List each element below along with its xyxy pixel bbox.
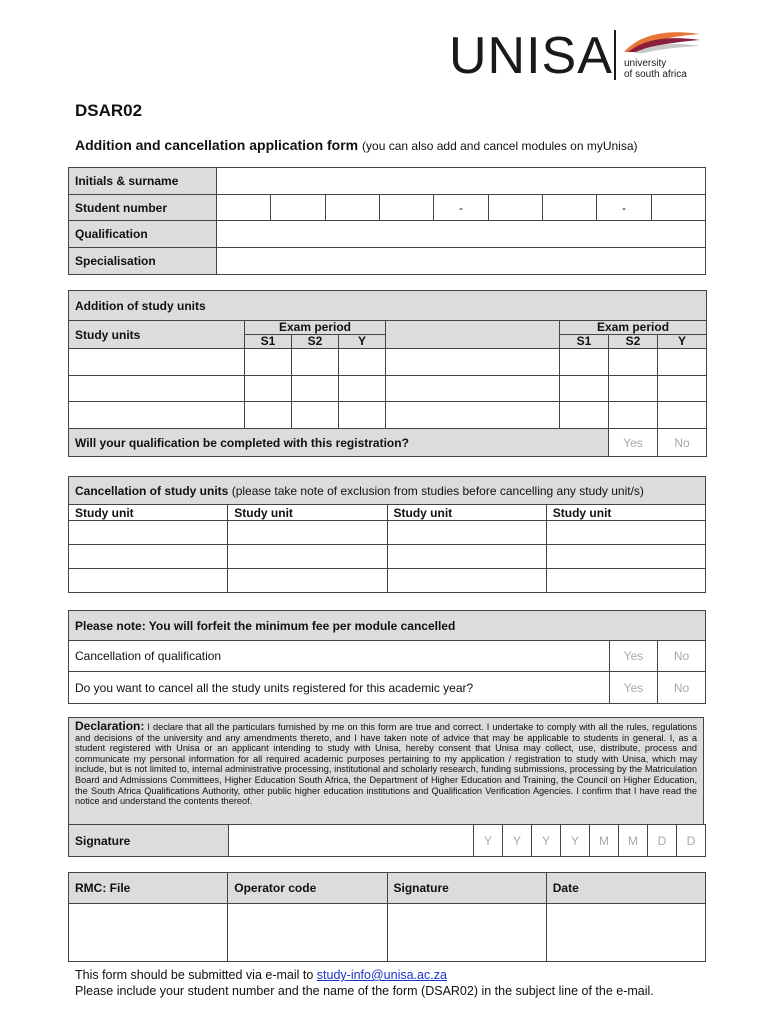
qualification-label: Qualification <box>69 221 217 248</box>
logo-sub-line1: university <box>624 58 667 69</box>
cancel-all-units-yes[interactable]: Yes <box>609 672 657 704</box>
qualification-field[interactable] <box>217 221 706 248</box>
addition-s1-cell[interactable] <box>245 402 292 429</box>
cancel-unit-cell[interactable] <box>387 521 546 545</box>
signature-field[interactable] <box>229 825 474 857</box>
specialisation-label: Specialisation <box>69 248 217 275</box>
exam-period-header-left <box>245 321 386 349</box>
s2-head: S2 <box>292 334 339 348</box>
rmc-file-field[interactable] <box>69 904 228 962</box>
initials-label: Initials & surname <box>69 168 217 195</box>
qualification-completed-no[interactable]: No <box>658 429 707 457</box>
cancel-col-header: Study unit <box>228 505 387 521</box>
logo-sub-line2: of south africa <box>624 69 687 80</box>
signature-label: Signature <box>69 825 229 857</box>
cancel-all-units-question: Do you want to cancel all the study units registered for this academic year? <box>69 672 610 704</box>
office-signature-field[interactable] <box>387 904 546 962</box>
office-signature-label: Signature <box>387 873 546 904</box>
form-title-sub: (you can also add and cancel modules on myUnisa) <box>362 139 638 153</box>
cancel-unit-cell[interactable] <box>546 521 705 545</box>
cancel-col-header: Study unit <box>546 505 705 521</box>
logo-subtitle <box>624 58 687 80</box>
student-number-digit[interactable] <box>271 195 325 221</box>
student-number-digit[interactable] <box>325 195 379 221</box>
cancel-col-header: Study unit <box>69 505 228 521</box>
unisa-flame-icon <box>622 28 702 54</box>
cancel-unit-cell[interactable] <box>228 569 387 593</box>
cancel-unit-cell[interactable] <box>387 569 546 593</box>
addition-unit-cell[interactable] <box>386 349 560 376</box>
initials-field[interactable] <box>217 168 706 195</box>
logo-divider <box>614 30 616 80</box>
exam-period-header-right <box>560 321 707 349</box>
addition-s2-cell[interactable] <box>292 376 339 402</box>
cancel-unit-cell[interactable] <box>387 545 546 569</box>
date-year-cell[interactable]: Y <box>474 825 503 857</box>
addition-table <box>68 290 707 457</box>
declaration-text: I declare that all the particulars furnished by me on this form are true and correct. I undertake to comply with all the rules, regulations and decisions of the university and any amendments thereto, and I have taken note of advice that may be applicable to students in general. I, as a student registered with Unisa or an applicant intending to study with Unisa, hereby consent that Unisa may collect, use, distribute, process and communicate my personal information for all required academic purposes pertaining to my application / registration to study with Unisa, which may include, but is not limited to, internal administrative processing, institutional and scholarly research, funding submissions, processing by the Matriculation Board and Admissions Committees, Higher Education South Africa, the Department of Higher Education and Training, the Council on Higher Education, the South Africa Qualifications Authority, other public higher education institutions and Qualification Verification Agencies. I confirm that I have read the notice and understand the contents thereof. <box>75 722 697 807</box>
addition-s2-cell[interactable] <box>609 376 658 402</box>
addition-y-cell[interactable] <box>658 376 707 402</box>
addition-s1-cell[interactable] <box>245 376 292 402</box>
cancel-unit-cell[interactable] <box>228 521 387 545</box>
footer-line1 <box>75 968 447 982</box>
date-year-cell[interactable]: Y <box>532 825 561 857</box>
study-units-label: Study units <box>69 321 245 349</box>
office-use-table <box>68 872 706 962</box>
cancel-col-header: Study unit <box>387 505 546 521</box>
student-number-digit[interactable]: - <box>434 195 488 221</box>
form-code: DSAR02 <box>75 101 143 120</box>
cancel-unit-cell[interactable] <box>69 545 228 569</box>
date-month-cell[interactable]: M <box>590 825 619 857</box>
cancel-unit-cell[interactable] <box>546 545 705 569</box>
date-year-cell[interactable]: Y <box>503 825 532 857</box>
exam-period-label: Exam period <box>597 320 670 334</box>
date-month-cell[interactable]: M <box>619 825 648 857</box>
date-year-cell[interactable]: Y <box>561 825 590 857</box>
exam-period-label: Exam period <box>278 320 352 334</box>
office-date-field[interactable] <box>546 904 705 962</box>
declaration-label: Declaration: <box>75 719 145 733</box>
s1-head: S1 <box>245 334 292 348</box>
addition-s2-cell[interactable] <box>292 402 339 429</box>
student-number-digit[interactable] <box>542 195 596 221</box>
unisa-logo-wordmark: UNISA <box>449 27 613 85</box>
rmc-file-label: RMC: File <box>69 873 228 904</box>
addition-unit-cell[interactable] <box>69 376 245 402</box>
addition-unit-cell[interactable] <box>386 402 560 429</box>
office-date-label: Date <box>546 873 705 904</box>
declaration-box <box>68 717 704 825</box>
addition-s1-cell[interactable] <box>560 376 609 402</box>
addition-title: Addition of study units <box>69 291 707 321</box>
form-title-main: Addition and cancellation application form <box>75 137 359 153</box>
student-details-table <box>68 167 706 275</box>
cancel-unit-cell[interactable] <box>546 569 705 593</box>
study-info-email-link[interactable]: study-info@unisa.ac.za <box>316 968 447 982</box>
student-number-digit[interactable] <box>488 195 542 221</box>
footer-line2: Please include your student number and the name of the form (DSAR02) in the subject line of the e-mail. <box>75 984 654 998</box>
cancel-qualification-question: Cancellation of qualification <box>69 641 610 672</box>
fee-notice-title: Please note: You will forfeit the minimum fee per module cancelled <box>69 611 706 641</box>
addition-s2-cell[interactable] <box>609 349 658 376</box>
addition-s1-cell[interactable] <box>560 349 609 376</box>
y-head: Y <box>658 334 706 348</box>
operator-code-field[interactable] <box>228 904 387 962</box>
date-day-cell[interactable]: D <box>677 825 706 857</box>
qualification-completed-question: Will your qualification be completed with this registration? <box>69 429 609 457</box>
cancellation-note: (please take note of exclusion from studies before cancelling any study unit/s) <box>231 483 644 498</box>
s1-head: S1 <box>560 334 609 348</box>
footer-submit-text: This form should be submitted via e-mail to <box>75 968 317 982</box>
cancel-unit-cell[interactable] <box>69 521 228 545</box>
addition-y-cell[interactable] <box>339 349 386 376</box>
y-head: Y <box>339 334 385 348</box>
operator-code-label: Operator code <box>228 873 387 904</box>
date-day-cell[interactable]: D <box>648 825 677 857</box>
addition-y-cell[interactable] <box>658 349 707 376</box>
cancel-unit-cell[interactable] <box>69 569 228 593</box>
cancellation-table <box>68 476 706 593</box>
addition-s1-cell[interactable] <box>560 402 609 429</box>
addition-s2-cell[interactable] <box>292 349 339 376</box>
cancel-qualification-yes[interactable]: Yes <box>609 641 657 672</box>
cancellation-title-main: Cancellation of study units <box>75 483 229 498</box>
student-number-digit[interactable] <box>217 195 271 221</box>
addition-y-cell[interactable] <box>339 376 386 402</box>
exam-period-subheads <box>560 334 706 348</box>
study-units-label-right <box>386 321 560 349</box>
student-number-digit[interactable] <box>379 195 433 221</box>
fee-notice-table <box>68 610 706 704</box>
student-number-digit[interactable] <box>651 195 705 221</box>
addition-y-cell[interactable] <box>339 402 386 429</box>
addition-unit-cell[interactable] <box>69 402 245 429</box>
exam-period-subheads <box>245 334 385 348</box>
addition-y-cell[interactable] <box>658 402 707 429</box>
cancellation-title <box>69 477 706 505</box>
cancel-unit-cell[interactable] <box>228 545 387 569</box>
declaration-signature-table <box>68 824 706 857</box>
student-number-label: Student number <box>69 195 217 221</box>
cancel-qualification-no[interactable]: No <box>657 641 705 672</box>
qualification-completed-yes[interactable]: Yes <box>609 429 658 457</box>
cancel-all-units-no[interactable]: No <box>657 672 705 704</box>
addition-s1-cell[interactable] <box>245 349 292 376</box>
addition-unit-cell[interactable] <box>69 349 245 376</box>
form-title <box>75 137 638 153</box>
addition-s2-cell[interactable] <box>609 402 658 429</box>
student-number-digit[interactable]: - <box>597 195 651 221</box>
specialisation-field[interactable] <box>217 248 706 275</box>
addition-unit-cell[interactable] <box>386 376 560 402</box>
s2-head: S2 <box>609 334 658 348</box>
